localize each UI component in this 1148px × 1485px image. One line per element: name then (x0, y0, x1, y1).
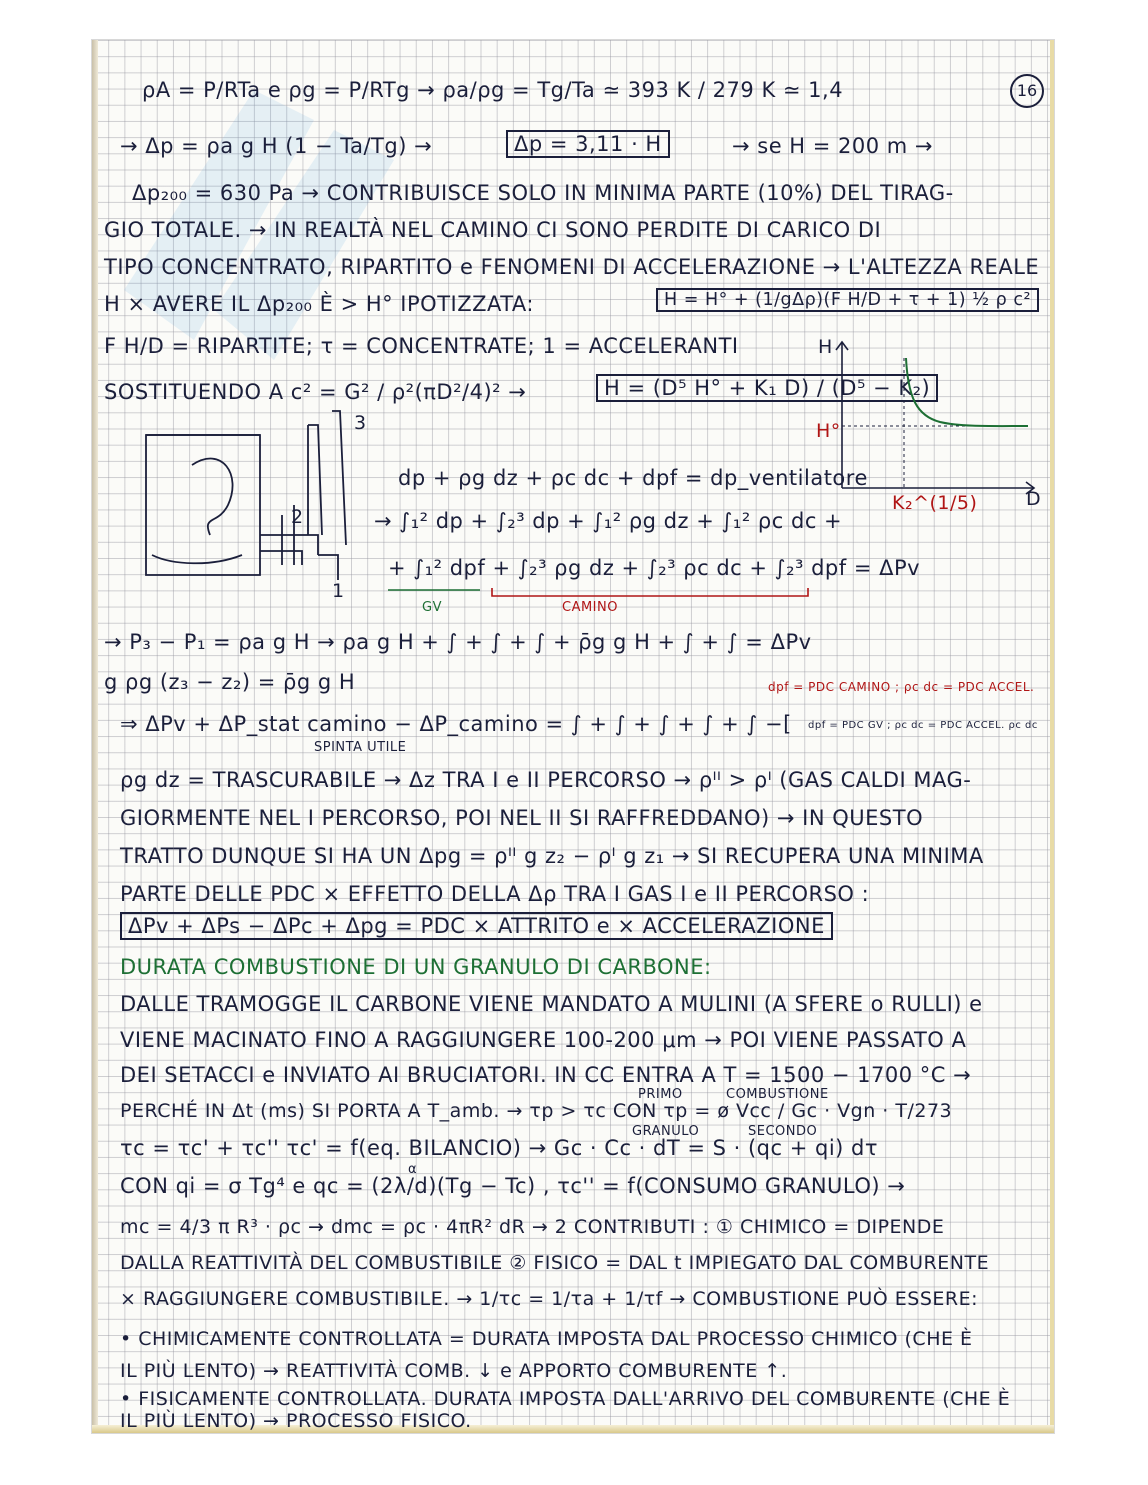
text-line-14: ⇒ ΔPv + ΔP_stat camino − ΔP_camino = ∫ + ∫ + ∫ + ∫ + ∫ −[ (120, 712, 792, 736)
text-line-5: TIPO CONCENTRATO, RIPARTITO e FENOMENI DI ACCELERAZIONE → L'ALTEZZA REALE (104, 255, 1040, 279)
graph-y-axis-label: H (818, 336, 833, 358)
page-right-edge (1050, 40, 1054, 1433)
text-line-7: F H/D = RIPARTITE; τ = CONCENTRATE; 1 = ACCELERANTI (104, 334, 739, 358)
text-line-1: ρA = P/RTa e ρg = P/RTg → ρa/ρg = Tg/Ta ≃ 393 K / 279 K ≃ 1,4 (142, 78, 844, 102)
graph-x-axis-label: D (1026, 488, 1042, 510)
label-spinta-utile: SPINTA UTILE (314, 740, 407, 755)
text-line-4: GIO TOTALE. → IN REALTÀ NEL CAMINO CI SONO PERDITE DI CARICO DI (104, 218, 882, 242)
text-line-22: VIENE MACINATO FINO A RAGGIUNGERE 100-200 μm → POI VIENE PASSATO A (120, 1028, 967, 1052)
text-line-23: DEI SETACCI e INVIATO AI BRUCIATORI. IN CC ENTRA A T = 1500 − 1700 °C → (120, 1063, 972, 1087)
note-pdc-gv: dpf = PDC GV ; ρc dc = PDC ACCEL. ρc dc (808, 720, 1038, 731)
text-line-28: DALLA REATTIVITÀ DEL COMBUSTIBILE ② FISICO = DAL t IMPIEGATO DAL COMBURENTE (120, 1252, 990, 1274)
subscript-granulo: GRANULO (632, 1124, 700, 1139)
text-line-33: IL PIÙ LENTO) → PROCESSO FISICO. (120, 1410, 472, 1432)
text-line-2b: → se H = 200 m → (732, 134, 934, 158)
page-left-edge (92, 40, 98, 1433)
section-heading-combustion: DURATA COMBUSTIONE DI UN GRANULO DI CARBONE: (120, 955, 712, 979)
text-line-10: → ∫₁² dp + ∫₂³ dp + ∫₁² ρg dz + ∫₁² ρc dc + (374, 509, 843, 533)
text-line-16: GIORMENTE NEL I PERCORSO, POI NEL II SI RAFFREDDANO) → IN QUESTO (120, 806, 924, 830)
label-gv: GV (422, 600, 442, 615)
page-number: 16 (1010, 74, 1044, 108)
text-line-3: Δp₂₀₀ = 630 Pa → CONTRIBUISCE SOLO IN MINIMA PARTE (10%) DEL TIRAG- (132, 181, 954, 205)
text-line-6a: H × AVERE IL Δp₂₀₀ È > H° IPOTIZZATA: (104, 292, 534, 316)
text-line-26: CON qi = σ Tg⁴ e qc = (2λ/d)(Tg − Tc) , τc'' = f(CONSUMO GRANULO) → (120, 1174, 906, 1198)
notebook-page (92, 40, 1054, 1433)
graph-y-reference: H° (816, 420, 841, 442)
text-line-18: PARTE DELLE PDC × EFFETTO DELLA Δρ TRA I GAS I e II PERCORSO : (120, 882, 870, 906)
boxed-formula-draft: Δp = 3,11 · H (506, 130, 670, 158)
text-line-32: • FISICAMENTE CONTROLLATA. DURATA IMPOSTA DALL'ARRIVO DEL COMBURENTE (CHE È (120, 1388, 1011, 1410)
subscript-combustione: COMBUSTIONE (726, 1087, 829, 1102)
text-line-8a: SOSTITUENDO A c² = G² / ρ²(πD²/4)² → (104, 380, 527, 404)
boxed-formula-height-d: H = (D⁵ H° + K₁ D) / (D⁵ − K₂) (596, 374, 938, 402)
subscript-secondo: SECONDO (748, 1124, 818, 1139)
graph-x-reference: K₂^(1/5) (892, 492, 978, 514)
boxed-formula-balance: ΔPv + ΔPs − ΔPc + Δpg = PDC × ATTRITO e × ACCELERAZIONE (120, 912, 833, 940)
text-line-25: τc = τc' + τc'' τc' = f(eq. BILANCIO) → Gc · Cc · dT = S · (qc + qi) dτ (120, 1136, 878, 1160)
text-line-27: mc = 4/3 π R³ · ρc → dmc = ρc · 4πR² dR → 2 CONTRIBUTI : ① CHIMICO = DIPENDE (120, 1216, 945, 1238)
integral-underlines (388, 586, 828, 600)
text-line-12: → P₃ − P₁ = ρa g H → ρa g H + ∫ + ∫ + ∫ + ρ̄g g H + ∫ + ∫ = ΔPv (104, 630, 812, 654)
note-pdc-camino: dpf = PDC CAMINO ; ρc dc = PDC ACCEL. (768, 680, 1035, 694)
boiler-chimney-diagram (132, 405, 362, 585)
text-line-2a: → Δp = ρa g H (1 − Ta/Tg) → (120, 134, 433, 158)
text-line-31: IL PIÙ LENTO) → REATTIVITÀ COMB. ↓ e APPORTO COMBURENTE ↑. (120, 1360, 788, 1382)
subscript-primo: PRIMO (638, 1087, 683, 1102)
text-line-11: + ∫₁² dpf + ∫₂³ ρg dz + ∫₂³ ρc dc + ∫₂³ dpf = ΔPv (388, 556, 921, 580)
boxed-formula-height: H = H° + (1/gΔρ)(F H/D + τ + 1) ½ ρ c² (656, 288, 1039, 312)
diagram-point-3: 3 (354, 412, 367, 434)
text-line-24: PERCHÉ IN Δt (ms) SI PORTA A T_amb. → τp > τc CON τp = ø Vcc / Gc · Vgn · T/273 (120, 1100, 953, 1122)
text-line-21: DALLE TRAMOGGE IL CARBONE VIENE MANDATO A MULINI (A SFERE o RULLI) e (120, 992, 983, 1016)
diagram-point-1: 1 (332, 580, 345, 602)
text-line-13: g ρg (z₃ − z₂) = ρ̄g g H (104, 670, 356, 694)
text-line-29: × RAGGIUNGERE COMBUSTIBILE. → 1/τc = 1/τa + 1/τf → COMBUSTIONE PUÒ ESSERE: (120, 1288, 978, 1310)
text-line-30: • CHIMICAMENTE CONTROLLATA = DURATA IMPOSTA DAL PROCESSO CHIMICO (CHE È (120, 1328, 973, 1350)
text-line-9: dp + ρg dz + ρc dc + dpf = dp_ventilatore (398, 466, 868, 490)
diagram-point-2: 2 (291, 506, 304, 528)
label-camino: CAMINO (562, 600, 618, 615)
symbol-alpha: α (408, 1162, 418, 1177)
text-line-17: TRATTO DUNQUE SI HA UN Δpg = ρᴵᴵ g z₂ − ρᴵ g z₁ → SI RECUPERA UNA MINIMA (120, 844, 984, 868)
text-line-15: ρg dz = TRASCURABILE → Δz TRA I e II PERCORSO → ρᴵᴵ > ρᴵ (GAS CALDI MAG- (120, 768, 972, 792)
